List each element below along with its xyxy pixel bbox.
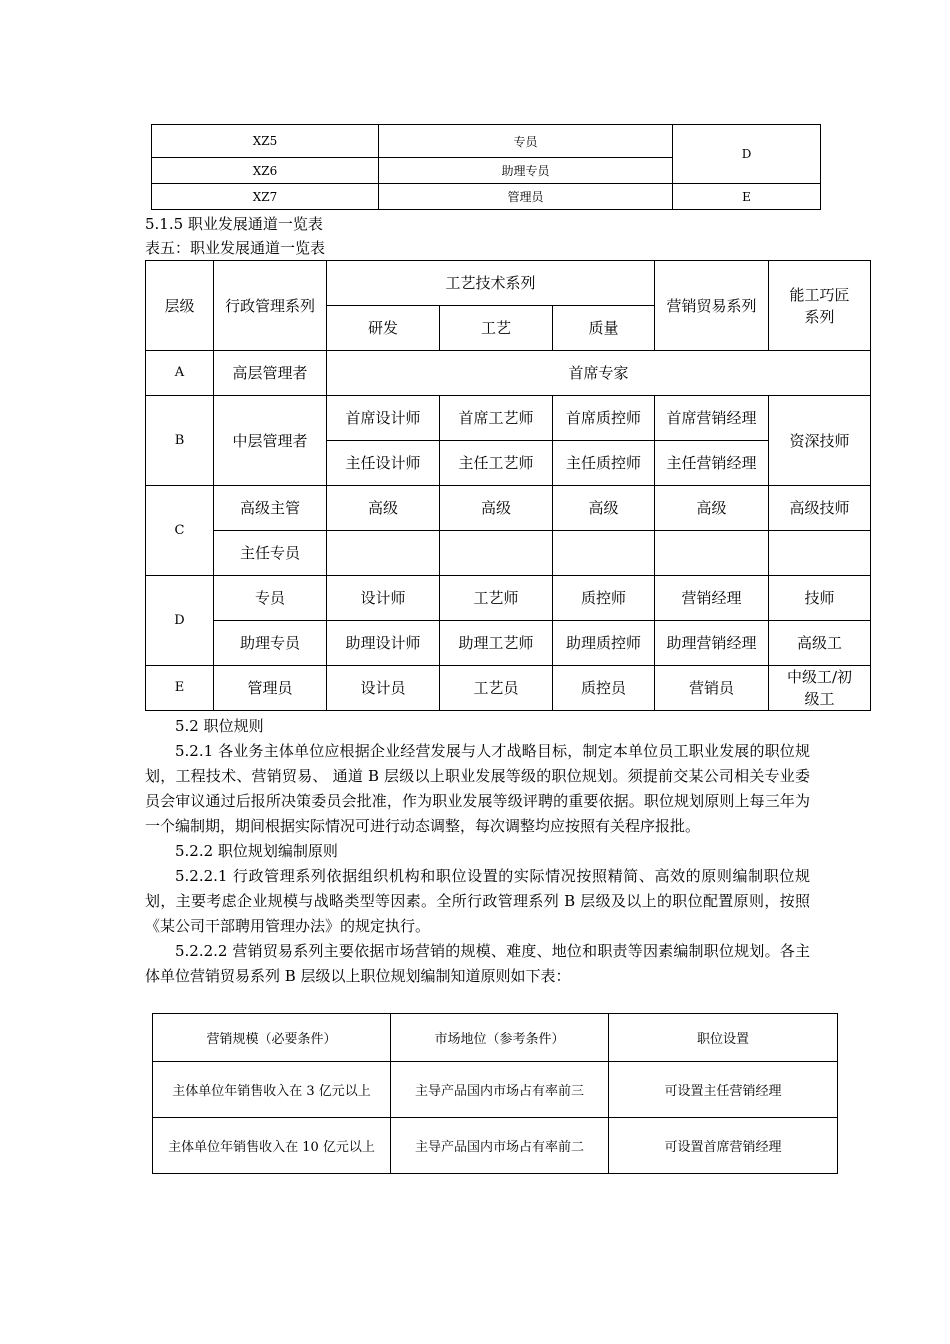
table-cell: 技师	[769, 576, 871, 621]
section-heading: 5.1.5 职业发展通道一览表	[145, 215, 323, 233]
table-cell: 助理营销经理	[655, 621, 769, 666]
header-cell: 质量	[553, 306, 655, 351]
header-cell: 营销规模（必要条件）	[153, 1014, 391, 1062]
level-cell: E	[146, 666, 214, 711]
table-cell: 高级工	[769, 621, 871, 666]
header-cell: 工艺	[440, 306, 553, 351]
table-cell: 高级技师	[769, 486, 871, 531]
table-cell: 高级	[327, 486, 440, 531]
level-cell: D	[146, 576, 214, 666]
table-cell: 主体单位年销售收入在 10 亿元以上	[153, 1118, 391, 1174]
table-cell: 管理员	[214, 666, 327, 711]
table-cell: 营销经理	[655, 576, 769, 621]
table-cell: 助理专员	[214, 621, 327, 666]
section-heading: 5.2 职位规则	[175, 717, 264, 735]
table-cell: 主任工艺师	[440, 441, 553, 486]
table-cell	[440, 531, 553, 576]
table-cell: XZ6	[152, 158, 379, 184]
table-cell: 设计师	[327, 576, 440, 621]
table-cell: D	[673, 125, 821, 184]
table-cell	[769, 531, 871, 576]
table-cell: 主导产品国内市场占有率前三	[391, 1062, 609, 1118]
level-cell: B	[146, 396, 214, 486]
table-cell: 营销员	[655, 666, 769, 711]
table-cell: 主导产品国内市场占有率前二	[391, 1118, 609, 1174]
header-cell: 层级	[146, 261, 214, 351]
table-cell: 主任设计师	[327, 441, 440, 486]
table-cell: 高级	[440, 486, 553, 531]
level-cell: A	[146, 351, 214, 396]
header-cell: 市场地位（参考条件）	[391, 1014, 609, 1062]
table-cell: 工艺师	[440, 576, 553, 621]
table-cell: 助理工艺师	[440, 621, 553, 666]
table-cell: 专员	[379, 125, 673, 158]
section-52	[145, 714, 810, 989]
paragraph-5221: 5.2.2.1 行政管理系列依据组织机构和职位设置的实际情况按照精简、高效的原则编制职位规划，主要考虑企业规模与战略类型等因素。全所行政管理系列 B 层级及以上的职位配置原则，按照《某公司干部聘用管理办法》的规定执行。	[145, 867, 810, 935]
table-cell: 首席专家	[327, 351, 871, 396]
paragraph-521: 5.2.1 各业务主体单位应根据企业经营发展与人才战略目标，制定本单位员工职业发展的职位规划，工程技术、营销贸易、 通道 B 层级以上职业发展等级的职位规划。须提前交某公司相关专业委员会审议通过后报所决策委员会批准，作为职业发展等级评聘的重要依据。职位规划原则上每三年为一个编制期，期间根据实际情况可进行动态调整，每次调整均应按照有关程序报批。	[145, 742, 810, 835]
table-cell: E	[673, 184, 821, 210]
level-cell: C	[146, 486, 214, 576]
marketing-position-table	[152, 1013, 838, 1174]
table-cell: 首席设计师	[327, 396, 440, 441]
table-cell: 高级主管	[214, 486, 327, 531]
table-cell: 主任专员	[214, 531, 327, 576]
table-cell: 主任质控师	[553, 441, 655, 486]
table-cell: 高层管理者	[214, 351, 327, 396]
table-cell: 专员	[214, 576, 327, 621]
table-cell: 工艺员	[440, 666, 553, 711]
table-cell: 助理设计师	[327, 621, 440, 666]
header-cell: 职位设置	[609, 1014, 838, 1062]
table-cell: 设计员	[327, 666, 440, 711]
header-cell: 营销贸易系列	[655, 261, 769, 351]
table-cell: 主任营销经理	[655, 441, 769, 486]
section-heading: 5.2.2 职位规划编制原则	[175, 842, 338, 860]
table-cell: 首席营销经理	[655, 396, 769, 441]
table-cell	[553, 531, 655, 576]
table-cell: 质控师	[553, 576, 655, 621]
table-cell: 高级	[553, 486, 655, 531]
table-cell: XZ7	[152, 184, 379, 210]
table-cell: 质控员	[553, 666, 655, 711]
paragraph-5222: 5.2.2.2 营销贸易系列主要依据市场营销的规模、难度、地位和职责等因素编制职位规划。各主体单位营销贸易系列 B 层级以上职位规划编制知道原则如下表：	[145, 942, 810, 985]
table-cell: XZ5	[152, 125, 379, 158]
table-cell: 助理专员	[379, 158, 673, 184]
table-cell: 可设置首席营销经理	[609, 1118, 838, 1174]
header-cell: 行政管理系列	[214, 261, 327, 351]
table-cell: 可设置主任营销经理	[609, 1062, 838, 1118]
table-caption: 表五：职业发展通道一览表	[145, 239, 326, 257]
table-cell: 中层管理者	[214, 396, 327, 486]
header-cell: 工艺技术系列	[327, 261, 655, 306]
table-cell: 主体单位年销售收入在 3 亿元以上	[153, 1062, 391, 1118]
table-cell	[655, 531, 769, 576]
grade-table-continued	[151, 124, 821, 210]
table-cell	[327, 531, 440, 576]
table-cell: 管理员	[379, 184, 673, 210]
table-cell: 助理质控师	[553, 621, 655, 666]
table-cell: 首席质控师	[553, 396, 655, 441]
table-cell: 高级	[655, 486, 769, 531]
table-cell: 资深技师	[769, 396, 871, 486]
table-cell: 首席工艺师	[440, 396, 553, 441]
header-cell: 能工巧匠系列	[769, 261, 871, 351]
table-cell: 中级工/初级工	[769, 666, 871, 711]
header-cell: 研发	[327, 306, 440, 351]
career-path-table	[145, 260, 871, 711]
